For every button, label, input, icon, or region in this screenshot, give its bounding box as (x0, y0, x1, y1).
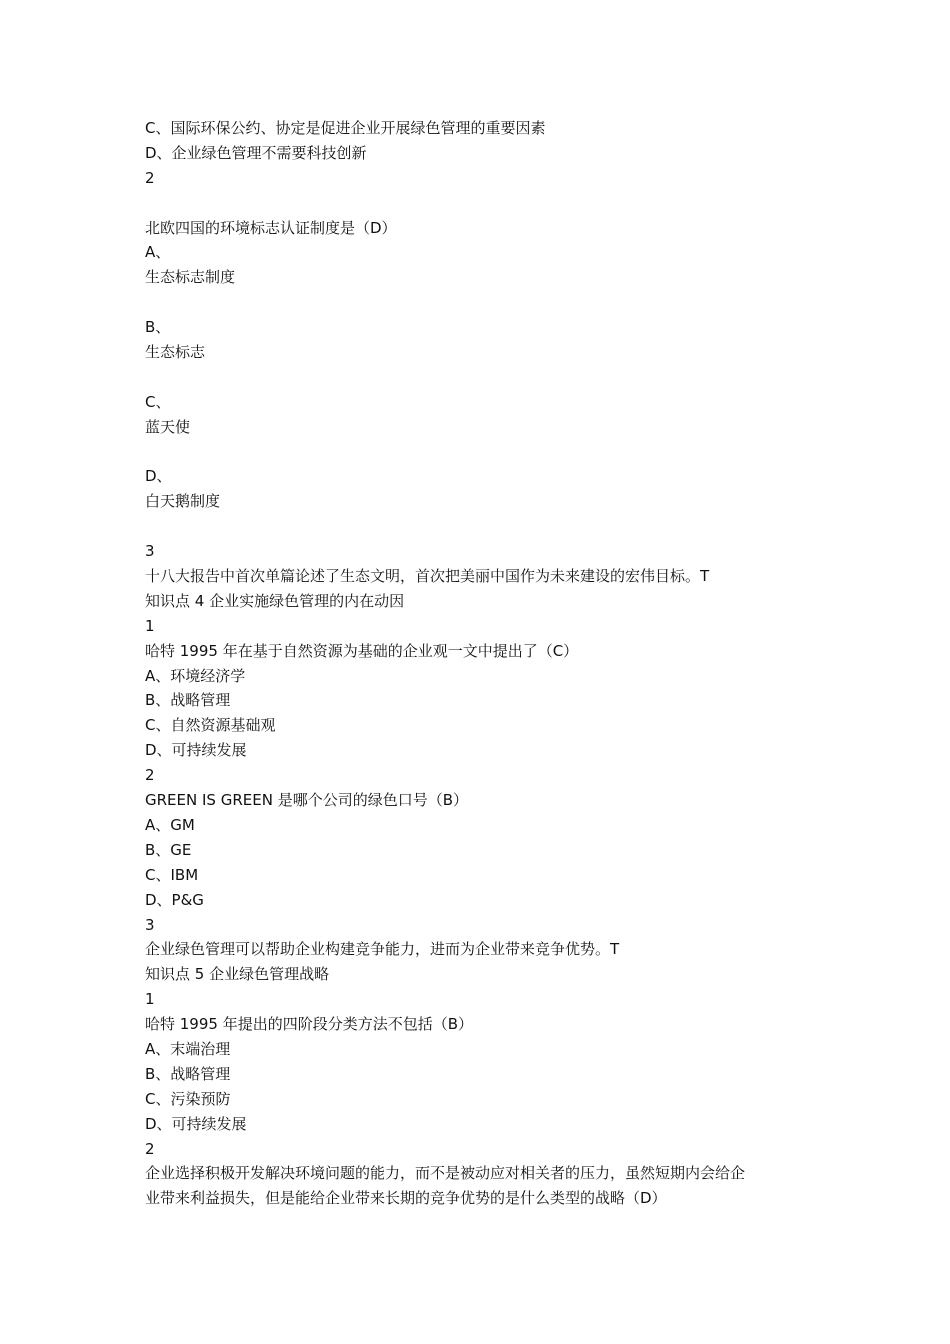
document-body (145, 116, 825, 1211)
question-number: 2 (145, 168, 155, 187)
option-b-text: B、战略管理 (145, 691, 231, 710)
question-number: 3 (145, 915, 155, 934)
option-b-text: B、战略管理 (145, 1064, 231, 1083)
question-text-line-2: 业带来利益损失，但是能给企业带来长期的竞争优势的是什么类型的战略（D） (145, 1189, 667, 1208)
option-a-text: 生态标志制度 (145, 268, 236, 287)
option-a-text: A、末端治理 (145, 1039, 231, 1058)
option-b-text: 生态标志 (145, 343, 206, 362)
question-text-line-1: 企业选择积极开发解决环境问题的能力，而不是被动应对相关者的压力，虽然短期内会给企 (145, 1164, 746, 1183)
blank-line (145, 440, 825, 465)
option-b-label: B、 (145, 318, 171, 337)
option-d-text: D、可持续发展 (145, 1114, 247, 1133)
question-text: 哈特 1995 年提出的四阶段分类方法不包括（B） (145, 1015, 474, 1034)
blank-line (145, 191, 825, 216)
statement-text: 企业绿色管理可以帮助企业构建竞争能力，进而为企业带来竞争优势。T (145, 940, 620, 959)
option-b-text: B、GE (145, 840, 192, 859)
option-c-label: C、 (145, 392, 171, 411)
option-d-label: D、 (145, 467, 172, 486)
option-c-text: 蓝天使 (145, 417, 191, 436)
option-c-text: C、污染预防 (145, 1089, 231, 1108)
question-number: 3 (145, 542, 155, 561)
option-c-text: C、国际环保公约、协定是促进企业开展绿色管理的重要因素 (145, 119, 546, 137)
blank-line (145, 514, 825, 539)
blank-line (145, 290, 825, 315)
question-text: GREEN IS GREEN 是哪个公司的绿色口号（B） (145, 791, 468, 810)
question-number: 1 (145, 616, 155, 635)
option-c-text: C、IBM (145, 865, 199, 884)
section-heading: 知识点 4 企业实施绿色管理的内在动因 (145, 591, 405, 610)
question-number: 2 (145, 1139, 155, 1158)
statement-text: 十八大报告中首次单篇论述了生态文明，首次把美丽中国作为未来建设的宏伟目标。T (145, 567, 710, 586)
option-a-label: A、 (145, 243, 171, 262)
option-c-text: C、自然资源基础观 (145, 716, 276, 735)
option-d-text: D、企业绿色管理不需要科技创新 (145, 143, 367, 162)
question-number: 1 (145, 990, 155, 1009)
blank-line (145, 365, 825, 390)
question-number: 2 (145, 766, 155, 785)
question-text: 北欧四国的环境标志认证制度是（D） (145, 218, 397, 237)
option-d-text: D、P&G (145, 890, 204, 909)
section-heading: 知识点 5 企业绿色管理战略 (145, 965, 330, 984)
question-text: 哈特 1995 年在基于自然资源为基础的企业观一文中提出了（C） (145, 641, 579, 660)
option-a-text: A、环境经济学 (145, 666, 246, 685)
option-d-text: D、可持续发展 (145, 741, 247, 760)
option-a-text: A、GM (145, 815, 195, 834)
option-d-text: 白天鹅制度 (145, 492, 221, 511)
